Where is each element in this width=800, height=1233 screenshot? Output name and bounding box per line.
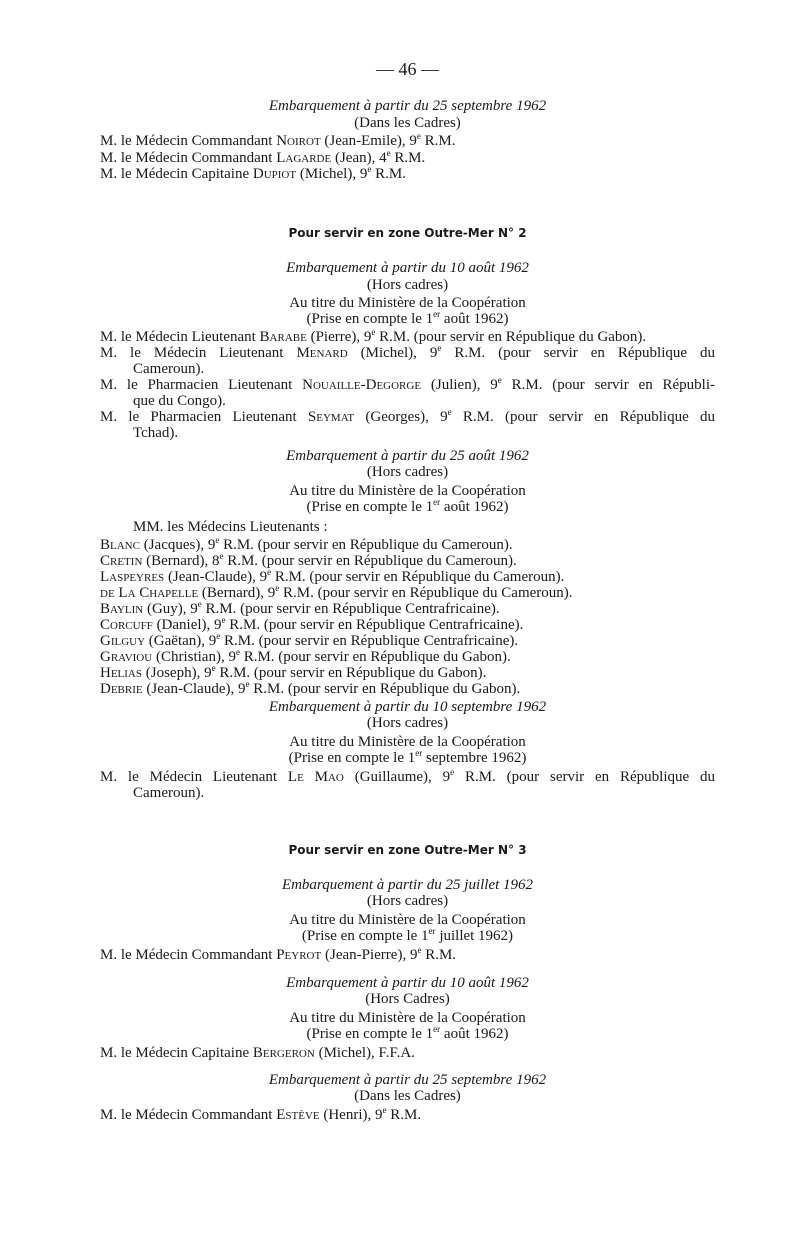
embarkation-heading: Embarquement à partir du 10 septembre 1962	[268, 699, 547, 715]
list-item-continuation: que du Congo).	[133, 393, 226, 409]
list-item: de La Chapelle (Bernard), 9e R.M. (pour servir en République du Cameroun).	[100, 583, 573, 601]
list-item: M. le Médecin Capitaine Bergeron (Michel), F.F.A.	[100, 1045, 415, 1061]
cadres-note: (Hors cadres)	[366, 277, 449, 293]
cadres-note: (Dans les Cadres)	[354, 1088, 461, 1104]
list-item: Helias (Joseph), 9e R.M. (pour servir en République du Gabon).	[100, 663, 487, 681]
prise-note: (Prise en compte le 1er juillet 1962)	[301, 926, 514, 944]
list-item: Graviou (Christian), 9e R.M. (pour servir en République du Gabon).	[100, 647, 511, 665]
list-item: M. le Médecin Lieutenant Barabe (Pierre), 9e R.M. (pour servir en République du Gabon).	[100, 327, 647, 345]
list-item-continuation: Cameroun).	[133, 785, 205, 801]
list-item: M. le Médecin Commandant Peyrot (Jean-Pierre), 9e R.M.	[100, 945, 457, 963]
list-item: Blanc (Jacques), 9e R.M. (pour servir en République du Cameroun).	[100, 535, 513, 553]
embarkation-heading: Embarquement à partir du 25 août 1962	[286, 448, 529, 464]
ministry-note: Au titre du Ministère de la Coopération	[289, 295, 526, 311]
list-item-continuation: Tchad).	[133, 425, 179, 441]
list-item: M. le Médecin Commandant Lagarde (Jean), 4e R.M.	[100, 148, 426, 166]
prise-note: (Prise en compte le 1er août 1962)	[306, 497, 509, 515]
list-item: M. le Médecin Lieutenant Menard (Michel), 9e R.M. (pour servir en République du	[100, 343, 716, 361]
list-item: M. le Médecin Lieutenant Le Mao (Guillaume), 9e R.M. (pour servir en République du	[100, 767, 715, 785]
group-label: MM. les Médecins Lieutenants :	[133, 519, 328, 535]
list-item: Gilguy (Gaëtan), 9e R.M. (pour servir en République Centrafricaine).	[100, 631, 519, 649]
embarkation-heading: Embarquement à partir du 25 juillet 1962	[281, 877, 534, 893]
ministry-note: Au titre du Ministère de la Coopération	[289, 483, 526, 499]
list-item: M. le Médecin Commandant Estève (Henri), 9e R.M.	[100, 1105, 422, 1123]
ministry-note: Au titre du Ministère de la Coopération	[289, 912, 526, 928]
cadres-note: (Hors cadres)	[366, 715, 449, 731]
list-item: M. le Médecin Commandant Noirot (Jean-Emile), 9e R.M.	[100, 131, 456, 149]
page-number: — 46 —	[376, 59, 439, 79]
list-item: M. le Pharmacien Lieutenant Seymat (Georges), 9e R.M. (pour servir en République du	[100, 407, 715, 425]
list-item: Corcuff (Daniel), 9e R.M. (pour servir en République Centrafricaine).	[100, 615, 524, 633]
cadres-note: (Hors cadres)	[366, 893, 449, 909]
embarkation-heading: Embarquement à partir du 25 septembre 1962	[268, 98, 547, 114]
ministry-note: Au titre du Ministère de la Coopération	[289, 734, 526, 750]
zone-heading: Pour servir en zone Outre-Mer N° 2	[288, 226, 527, 240]
prise-note: (Prise en compte le 1er août 1962)	[306, 1024, 509, 1042]
ministry-note: Au titre du Ministère de la Coopération	[289, 1010, 526, 1026]
list-item: M. le Pharmacien Lieutenant Nouaille-Degorge (Julien), 9e R.M. (pour servir en Républi-	[100, 375, 716, 393]
prise-note: (Prise en compte le 1er août 1962)	[306, 309, 509, 327]
embarkation-heading: Embarquement à partir du 10 août 1962	[286, 975, 529, 991]
list-item: M. le Médecin Capitaine Dupiot (Michel), 9e R.M.	[100, 164, 406, 182]
list-item: Cretin (Bernard), 8e R.M. (pour servir en République du Cameroun).	[100, 551, 517, 569]
list-item: Laspeyres (Jean-Claude), 9e R.M. (pour servir en République du Cameroun).	[100, 567, 565, 585]
zone-heading: Pour servir en zone Outre-Mer N° 3	[288, 843, 527, 857]
list-item: Debrie (Jean-Claude), 9e R.M. (pour servir en République du Gabon).	[100, 679, 521, 697]
embarkation-heading: Embarquement à partir du 10 août 1962	[286, 260, 529, 276]
cadres-note: (Hors Cadres)	[365, 991, 450, 1007]
cadres-note: (Hors cadres)	[366, 464, 449, 480]
list-item: Baylin (Guy), 9e R.M. (pour servir en République Centrafricaine).	[100, 599, 500, 617]
embarkation-heading: Embarquement à partir du 25 septembre 1962	[268, 1072, 547, 1088]
cadres-note: (Dans les Cadres)	[354, 115, 461, 131]
prise-note: (Prise en compte le 1er septembre 1962)	[288, 748, 527, 766]
list-item-continuation: Cameroun).	[133, 361, 205, 377]
